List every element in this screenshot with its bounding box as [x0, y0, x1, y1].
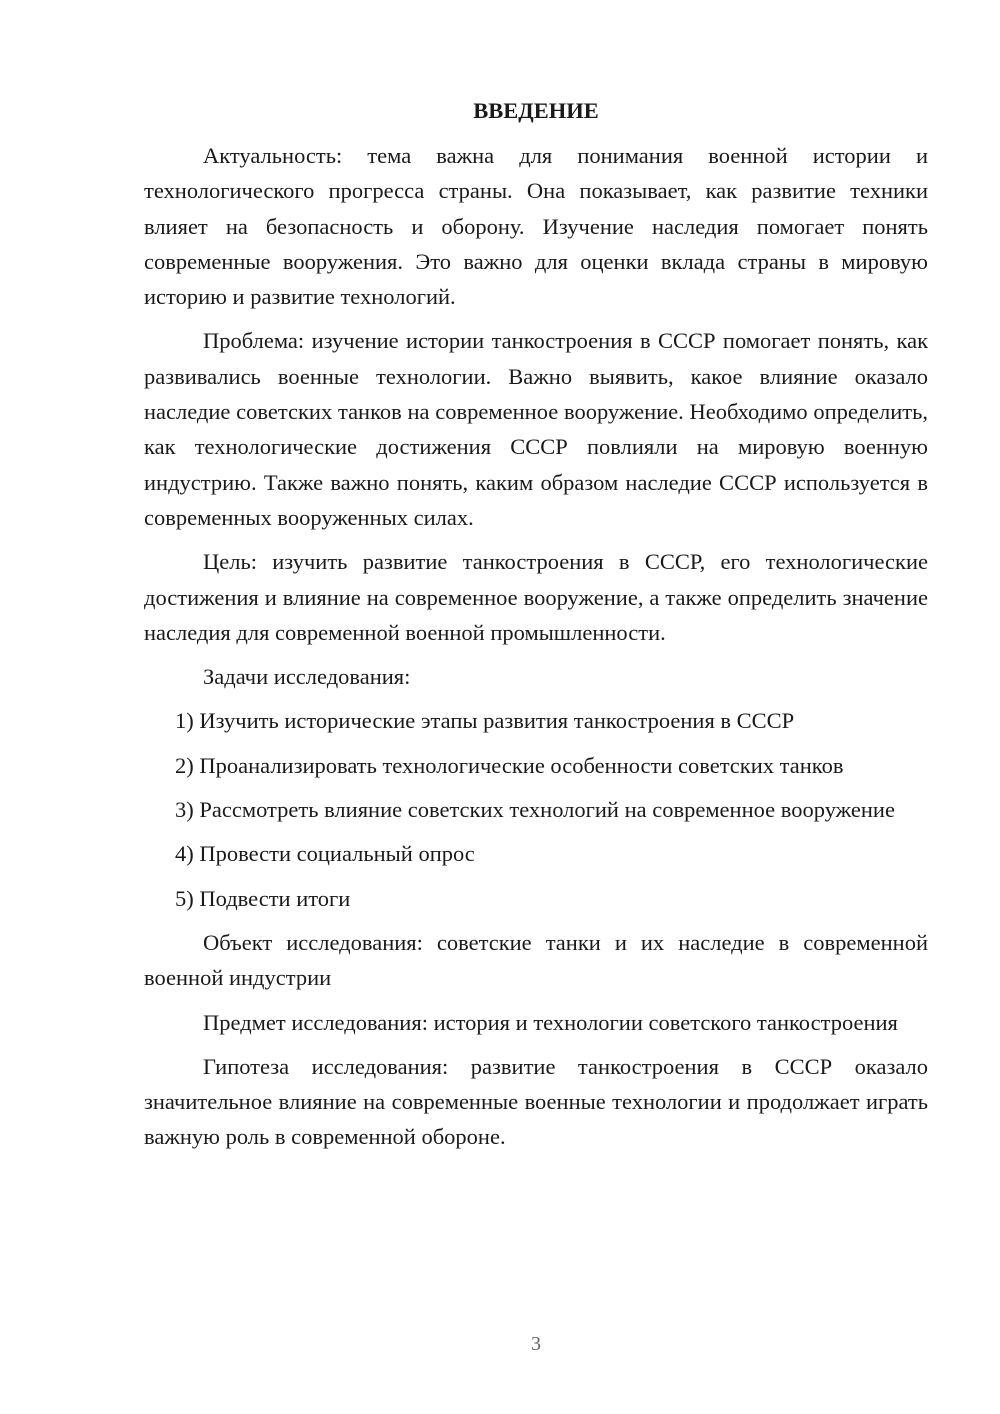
section-heading: ВВЕДЕНИЕ — [473, 98, 599, 123]
paragraph-goal: Цель: изучить развитие танкостроения в СССР, его технологические достижения и влияние на современное вооружение, а также определить значение наследия для современной военной промышленности. — [144, 549, 928, 645]
paragraph-subject: Предмет исследования: история и технологии советского танкостроения — [203, 1009, 898, 1035]
task-item: 1) Изучить исторические этапы развития танкостроения в СССР — [175, 708, 795, 734]
paragraph-problem: Проблема: изучение истории танкостроения в СССР помогает понять, как развивались военные технологии. Важно выявить, какое влияние оказало наследие советских танков на современное вооружение. Необходимо определить, как технологические достижения СССР повлияли на мировую военную индустрию. Также важно понять, каким образом наследие СССР используется в современных вооруженных силах. — [144, 328, 928, 530]
task-item: 3) Рассмотреть влияние советских технологий на современное вооружение — [175, 797, 895, 823]
tasks-intro: Задачи исследования: — [203, 664, 411, 690]
paragraph-object: Объект исследования: советские танки и их наследие в современной военной индустрии — [144, 929, 928, 991]
paragraph-relevance: Актуальность: тема важна для понимания военной истории и технологического прогресса страны. Она показывает, как развитие техники влияет на безопасность и оборону. Изучение наследия помогает понять современные вооружения. Это важно для оценки вклада страны в мировую историю и развитие технологий. — [144, 143, 928, 310]
paragraph-hypothesis: Гипотеза исследования: развитие танкостроения в СССР оказало значительное влияние на современные военные технологии и продолжает играть важную роль в современной обороне. — [144, 1053, 928, 1150]
task-item: 5) Подвести итоги — [175, 885, 351, 911]
task-item: 4) Провести социальный опрос — [175, 841, 475, 867]
page-number: 3 — [531, 1333, 541, 1355]
page-content — [144, 93, 928, 1164]
task-item: 2) Проанализировать технологические особенности советских танков — [175, 752, 844, 778]
